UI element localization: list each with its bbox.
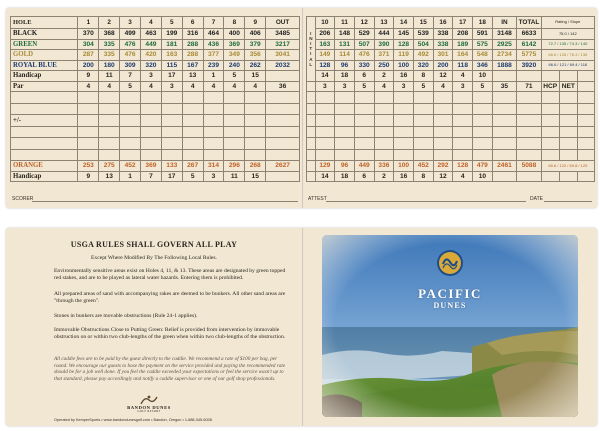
yardage-cell: 390 [374,39,394,50]
in-cell: 1888 [492,60,516,71]
yardage-cell: 114 [335,50,355,61]
yardage-cell: 369 [141,161,162,172]
yardage-cell: 452 [120,161,141,172]
attest-label: ATTEST [308,196,327,202]
rating-slope-cell: 68.6 / 128 / 76.3 / 138 [541,50,594,61]
row-label: BLACK [11,29,78,40]
handicap-cell: 7 [141,171,162,182]
yardage-cell: 118 [453,60,473,71]
rules-half [6,228,302,426]
hole-number: 9 [245,17,266,29]
par-row [307,81,595,92]
yardage-cell: 301 [433,50,453,61]
yardage-cell: 464 [203,29,224,40]
par-cell: 5 [120,81,141,92]
total-cell: 2627 [266,161,300,172]
score-entry-row [307,138,595,150]
yardage-cell: 128 [315,60,335,71]
yardage-cell: 548 [473,50,493,61]
hole-number: 3 [120,17,141,29]
yardage-cell: 128 [394,39,414,50]
yardage-cell: 163 [315,39,335,50]
score-entry-row [307,115,595,127]
row-label: +/- [11,115,78,127]
back-nine-half [304,8,597,208]
yardage-cell: 371 [374,50,394,61]
yardage-cell: 253 [78,161,99,172]
handicap-cell: 8 [413,71,433,82]
yardage-cell: 379 [245,39,266,50]
yardage-cell: 100 [394,161,414,172]
rules-title: USGA RULES SHALL GOVERN ALL PLAY [70,240,238,249]
in-cell: 2734 [492,50,516,61]
yardage-cell: 200 [78,60,99,71]
score-entry-row [307,103,595,115]
handicap-cell: 6 [354,71,374,82]
total-cell: 3920 [517,60,541,71]
hole-number: 4 [141,17,162,29]
handicap-row [307,71,595,82]
handicap-cell: 1 [203,71,224,82]
orange-handicap-row [307,171,595,182]
scorer-line [32,201,298,202]
total-cell: 2032 [266,60,300,71]
total-cell: 3217 [266,39,300,50]
par-row [11,81,300,92]
yardage-cell: 148 [335,29,355,40]
yardage-cell: 349 [224,50,245,61]
total-cell: 3041 [266,50,300,61]
rating-slope-header: Rating / Slope [541,17,594,29]
handicap-cell: 2 [374,71,394,82]
handicap-cell: 12 [433,71,453,82]
hole-number: 14 [394,17,414,29]
par-cell: 3 [315,81,335,92]
in-header: IN [492,17,516,29]
gold-tee-row [307,50,595,61]
handicap-cell: 13 [99,171,120,182]
handicap-cell: 15 [245,71,266,82]
orange-tee-row [307,161,595,172]
yardage-cell: 240 [224,60,245,71]
back-nine-table [306,16,595,182]
score-entry-row [11,138,300,150]
black-tee-row [307,29,595,40]
handicap-cell: 3 [203,171,224,182]
yardage-cell: 449 [354,161,374,172]
yardage-cell: 377 [203,50,224,61]
yardage-cell: 296 [224,161,245,172]
hole-number: 2 [99,17,120,29]
front-nine-half [6,8,302,208]
yardage-cell: 449 [141,39,162,50]
row-label: Handicap [11,71,78,82]
scorecard-front [6,8,597,208]
handicap-cell: 17 [161,71,182,82]
out-header: OUT [266,17,300,29]
score-entry-row [307,126,595,138]
handicap-cell: 14 [315,71,335,82]
hole-number: 8 [224,17,245,29]
row-label: ORANGE [11,161,78,172]
hole-number: 17 [453,17,473,29]
course-subtitle: DUNES [433,301,467,310]
yardage-cell: 163 [161,50,182,61]
handicap-cell: 11 [224,171,245,182]
par-cell: 3 [161,81,182,92]
yardage-cell: 268 [245,161,266,172]
yardage-cell: 239 [203,60,224,71]
yardage-cell: 356 [245,50,266,61]
yardage-cell: 119 [394,50,414,61]
yardage-cell: 368 [99,29,120,40]
handicap-cell: 17 [161,171,182,182]
row-label: Par [11,81,78,92]
yardage-cell: 129 [315,161,335,172]
yardage-cell: 275 [99,161,120,172]
handicap-cell: 8 [413,171,433,182]
yardage-cell: 463 [141,29,162,40]
yardage-cell: 492 [413,50,433,61]
par-cell: 4 [99,81,120,92]
rating-slope-cell: 65.6 / 122 / 69.8 / 125 [541,161,594,172]
yardage-cell: 369 [224,39,245,50]
orange-tee-row [11,161,300,172]
yardage-cell: 420 [141,50,162,61]
handicap-cell: 11 [99,71,120,82]
hole-number: 7 [203,17,224,29]
yardage-cell: 444 [374,29,394,40]
yardage-cell: 499 [120,29,141,40]
in-cell: 35 [492,81,516,92]
yardage-cell: 304 [78,39,99,50]
yardage-cell: 309 [120,60,141,71]
handicap-cell: 12 [433,171,453,182]
yardage-cell: 452 [413,161,433,172]
row-label: Handicap [11,171,78,182]
yardage-cell: 181 [161,39,182,50]
par-cell: 4 [78,81,99,92]
scorer-label: SCORER [12,196,34,202]
score-entry-row [11,126,300,138]
yardage-cell: 288 [182,39,203,50]
hole-number: 16 [433,17,453,29]
handicap-cell: 18 [335,171,355,182]
net-header: NET [559,81,577,92]
handicap-cell: 1 [120,171,141,182]
scorecard-back [6,228,597,426]
handicap-cell [266,171,300,182]
yardage-cell: 529 [354,29,374,40]
card-fold [302,228,304,426]
green-tee-row [11,39,300,50]
hole-header: HOLE [11,17,78,29]
par-cell: 4 [141,81,162,92]
local-rule: Immovable Obstructions Close to Putting Green: Relief is provided from intervention by immovable obstruction on or within two club-lengths of the green when within two club-lengths of the obstruction. [54,327,286,341]
handicap-cell: 16 [394,71,414,82]
score-entry-row [307,92,595,104]
yardage-cell: 476 [354,50,374,61]
handicap-cell: 5 [224,71,245,82]
initial-label [307,17,316,82]
handicap-cell: 2 [374,171,394,182]
par-cell: 5 [473,81,493,92]
yardage-cell: 189 [453,39,473,50]
hole-number: 5 [161,17,182,29]
in-cell: 3148 [492,29,516,40]
handicap-cell: 13 [182,71,203,82]
yardage-cell: 149 [315,50,335,61]
local-rule: Environmentally sensitive areas exist on Holes 4, 11, & 13. These areas are designated by green topped red stakes, and are to be played as lateral water hazards. Entering them is prohibited. [54,268,286,282]
yardage-cell: 288 [182,50,203,61]
yardage-cell: 206 [315,29,335,40]
par-cell: 36 [266,81,300,92]
yardage-cell: 292 [433,161,453,172]
yardage-cell: 507 [354,39,374,50]
yardage-cell: 267 [182,161,203,172]
yardage-cell: 100 [394,60,414,71]
yardage-cell: 250 [374,60,394,71]
par-cell: 3 [453,81,473,92]
yardage-cell: 476 [120,50,141,61]
yardage-cell: 164 [453,50,473,61]
handicap-cell: 15 [245,171,266,182]
handicap-cell: 3 [141,71,162,82]
handicap-cell: 10 [473,71,493,82]
yardage-cell: 316 [182,29,203,40]
total-header: TOTAL [517,17,541,29]
yardage-cell: 133 [161,161,182,172]
coastal-landscape-image [322,235,578,417]
handicap-cell: 4 [453,171,473,182]
local-rule: All prepared areas of sand with accompanying rakes are deemed to be bunkers. All other sand areas are "through the green". [54,291,286,305]
royal-blue-tee-row [307,60,595,71]
hole-number: 11 [335,17,355,29]
front-nine-table [10,16,300,182]
yardage-cell: 539 [413,29,433,40]
yardage-cell: 320 [413,60,433,71]
yardage-cell: 575 [473,39,493,50]
rating-slope-cell: 75.0 / 142 [541,29,594,40]
hole-number: 18 [473,17,493,29]
rating-slope-cell: 72.7 / 135 / 74.3 / 140 [541,39,594,50]
total-cell: 3485 [266,29,300,40]
yardage-cell: 320 [141,60,162,71]
yardage-cell: 208 [453,29,473,40]
yardage-cell: 145 [394,29,414,40]
logo-subtitle: GOLF RESORT [137,410,161,413]
row-label: GREEN [11,39,78,50]
par-cell: 5 [413,81,433,92]
attest-line [326,201,526,202]
row-label: ROYAL BLUE [11,60,78,71]
row-label: GOLD [11,50,78,61]
yardage-cell: 199 [161,29,182,40]
yardage-cell: 370 [78,29,99,40]
logo-name: BANDON DUNES [127,405,171,410]
hole-number: 13 [374,17,394,29]
yardage-cell: 335 [99,50,120,61]
par-cell: 4 [374,81,394,92]
date-label: DATE [530,196,543,202]
handicap-cell: 14 [315,171,335,182]
hole-number: 10 [315,17,335,29]
in-cell: 2925 [492,39,516,50]
score-entry-row [11,92,300,104]
handicap-cell [266,71,300,82]
hcp-header: HCP [541,81,559,92]
handicap-cell: 10 [473,171,493,182]
hole-number: 15 [413,17,433,29]
par-cell: 4 [245,81,266,92]
caddie-note: All caddie fees are to be paid by the guest directly to the caddie. We recommend a rate of $100 per bag, per round. We encourage our guests to base the payment on the service provided and paying the recommended rate should be for a job well done. If you feel the caddie exceeded your expectations or feel the service wasn't up to that standard, please pay accordingly and notify a caddie supervisor or one of our golf shop professionals. [54,356,286,382]
yardage-cell: 180 [99,60,120,71]
handicap-cell: 6 [354,171,374,182]
score-entry-row [11,103,300,115]
total-cell: 5088 [517,161,541,172]
hole-number: 1 [78,17,99,29]
plus-minus-row [11,115,300,127]
green-tee-row [307,39,595,50]
yardage-cell: 338 [433,39,453,50]
handicap-cell: 9 [78,171,99,182]
handicap-cell: 7 [120,71,141,82]
footer-text: Operated by KemperSports • www.bandondunesgolf.com • Bandon, Oregon • 1-888-345-6008 [54,418,212,422]
par-cell: 3 [394,81,414,92]
par-cell: 5 [354,81,374,92]
hole-header-row [11,17,300,29]
yardage-cell: 436 [203,39,224,50]
par-cell: 3 [335,81,355,92]
yardage-cell: 479 [473,161,493,172]
handicap-cell: 4 [453,71,473,82]
yardage-cell: 96 [335,60,355,71]
black-tee-row [11,29,300,40]
orange-handicap-row [11,171,300,182]
handicap-row [11,71,300,82]
handicap-cell: 18 [335,71,355,82]
yardage-cell: 96 [335,161,355,172]
par-cell: 4 [182,81,203,92]
gold-tee-row [11,50,300,61]
yardage-cell: 336 [374,161,394,172]
yardage-cell: 115 [161,60,182,71]
course-name: PACIFIC [418,286,482,301]
in-cell: 2461 [492,161,516,172]
score-entry-row [307,149,595,161]
handicap-cell: 5 [182,171,203,182]
yardage-cell: 287 [78,50,99,61]
score-entry-row [11,149,300,161]
total-cell: 71 [517,81,541,92]
total-cell: 6142 [517,39,541,50]
handicap-cell: 16 [394,171,414,182]
date-line [544,201,592,202]
yardage-cell: 504 [413,39,433,50]
total-cell: 5775 [517,50,541,61]
par-cell: 4 [224,81,245,92]
yardage-cell: 314 [203,161,224,172]
royal-blue-tee-row [11,60,300,71]
yardage-cell: 262 [245,60,266,71]
course-photo [322,235,578,417]
yardage-cell: 131 [335,39,355,50]
handicap-cell: 9 [78,71,99,82]
yardage-cell: 346 [473,60,493,71]
yardage-cell: 330 [354,60,374,71]
yardage-cell: 338 [433,29,453,40]
yardage-cell: 476 [120,39,141,50]
yardage-cell: 400 [224,29,245,40]
yardage-cell: 167 [182,60,203,71]
yardage-cell: 335 [99,39,120,50]
local-rule: Stones in bunkers are movable obstructions (Rule 24-1 applies). [54,313,198,319]
rules-subtitle: Except Where Modified By The Following Local Rules. [91,255,217,261]
par-cell: 4 [203,81,224,92]
yardage-cell: 128 [453,161,473,172]
yardage-cell: 406 [245,29,266,40]
initial-text: INITIAL [309,30,313,67]
par-cell: 4 [433,81,453,92]
hole-header-row [307,17,595,29]
yardage-cell: 200 [433,60,453,71]
total-cell: 6633 [517,29,541,40]
hole-number: 6 [182,17,203,29]
yardage-cell: 591 [473,29,493,40]
rating-slope-cell: 66.6 / 121 / 69.4 / 116 [541,60,594,71]
hole-number: 12 [354,17,374,29]
